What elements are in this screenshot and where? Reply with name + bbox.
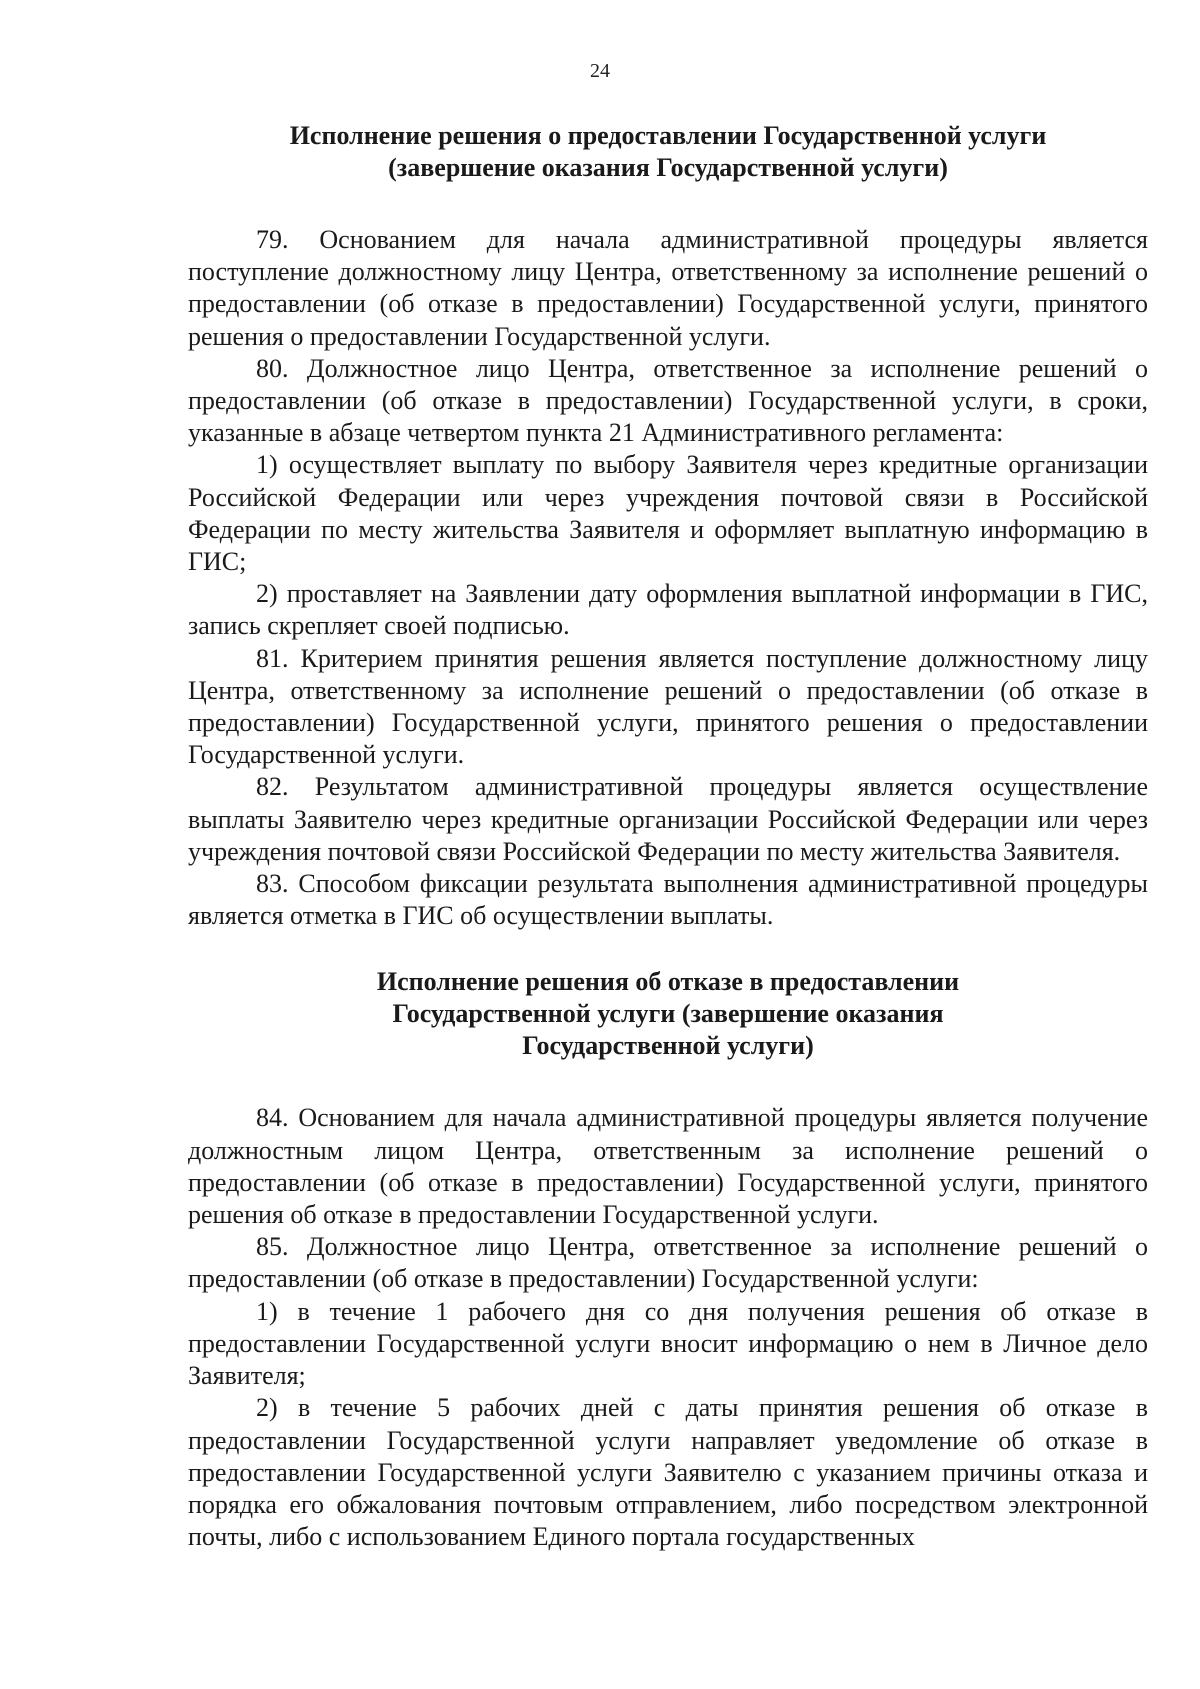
heading-line: (завершение оказания Государственной услуги)	[388, 153, 948, 182]
heading-line: Государственной услуги (завершение оказания	[392, 999, 944, 1029]
page-number: 24	[590, 60, 610, 82]
spacer	[188, 1062, 1148, 1102]
paragraph-80: 80. Должностное лицо Центра, ответственное за исполнение решений о предоставлении (об отказе в предоставлении) Государственной услуги, в сроки, указанные в абзаце четвертом пункта 21 Административного регламента:	[188, 353, 1148, 448]
spacer	[188, 932, 1148, 966]
spacer	[188, 184, 1148, 224]
section-heading-execution-refusal	[188, 966, 1148, 1062]
paragraph-85-item-2: 2) в течение 5 рабочих дней с даты принятия решения об отказе в предоставлении Государственной услуги направляет уведомление об отказе в предоставлении Государственной услуги Заявителю с указанием причины отказа и порядка его обжалования почтовым отправлением, либо посредством электронной почты, либо с использованием Единого портала государственных	[188, 1393, 1148, 1552]
document-body	[188, 120, 1148, 1553]
paragraph-85-item-1: 1) в течение 1 рабочего дня со дня получения решения об отказе в предоставлении Государственной услуги вносит информацию о нем в Личное дело Заявителя;	[188, 1296, 1148, 1391]
paragraph-79: 79. Основанием для начала административной процедуры является поступление должностному лицу Центра, ответственному за исполнение решений о предоставлении (об отказе в предоставлении) Государственной услуги, принятого решения о предоставлении Государственной услуги.	[188, 225, 1148, 351]
heading-line: Исполнение решения об отказе в предоставлении	[376, 967, 960, 997]
paragraph-82: 82. Результатом административной процедуры является осуществление выплаты Заявителю через кредитные организации Российской Федерации или через учреждения почтовой связи Российской Федерации по месту жительства Заявителя.	[188, 772, 1148, 866]
paragraph-80-item-1: 1) осуществляет выплату по выбору Заявителя через кредитные организации Российской Федерации или через учреждения почтовой связи в Российской Федерации по месту жительства Заявителя и оформляет выплатную информацию в ГИС;	[188, 450, 1148, 577]
paragraph-81: 81. Критерием принятия решения является поступление должностному лицу Центра, ответственному за исполнение решений о предоставлении (об отказе в предоставлении) Государственной услуги, принятого решения о предоставлении Государственной услуги.	[188, 643, 1148, 770]
paragraph-85: 85. Должностное лицо Центра, ответственное за исполнение решений о предоставлении (об отказе в предоставлении) Государственной услуги:	[188, 1232, 1148, 1294]
paragraph-83: 83. Способом фиксации результата выполнения административной процедуры является отметка в ГИС об осуществлении выплаты.	[188, 869, 1148, 931]
paragraph-84: 84. Основанием для начала административной процедуры является получение должностным лицом Центра, ответственным за исполнение решений о предоставлении (об отказе в предоставлении) Государственной услуги, принятого решения об отказе в предоставлении Государственной услуги.	[188, 1103, 1148, 1230]
paragraph-80-item-2: 2) проставляет на Заявлении дату оформления выплатной информации в ГИС, запись скрепляет своей подписью.	[188, 579, 1148, 641]
section-heading-execution-grant	[188, 120, 1148, 184]
heading-line: Исполнение решения о предоставлении Государственной услуги	[289, 121, 1047, 150]
heading-line: Государственной услуги)	[522, 1031, 814, 1061]
